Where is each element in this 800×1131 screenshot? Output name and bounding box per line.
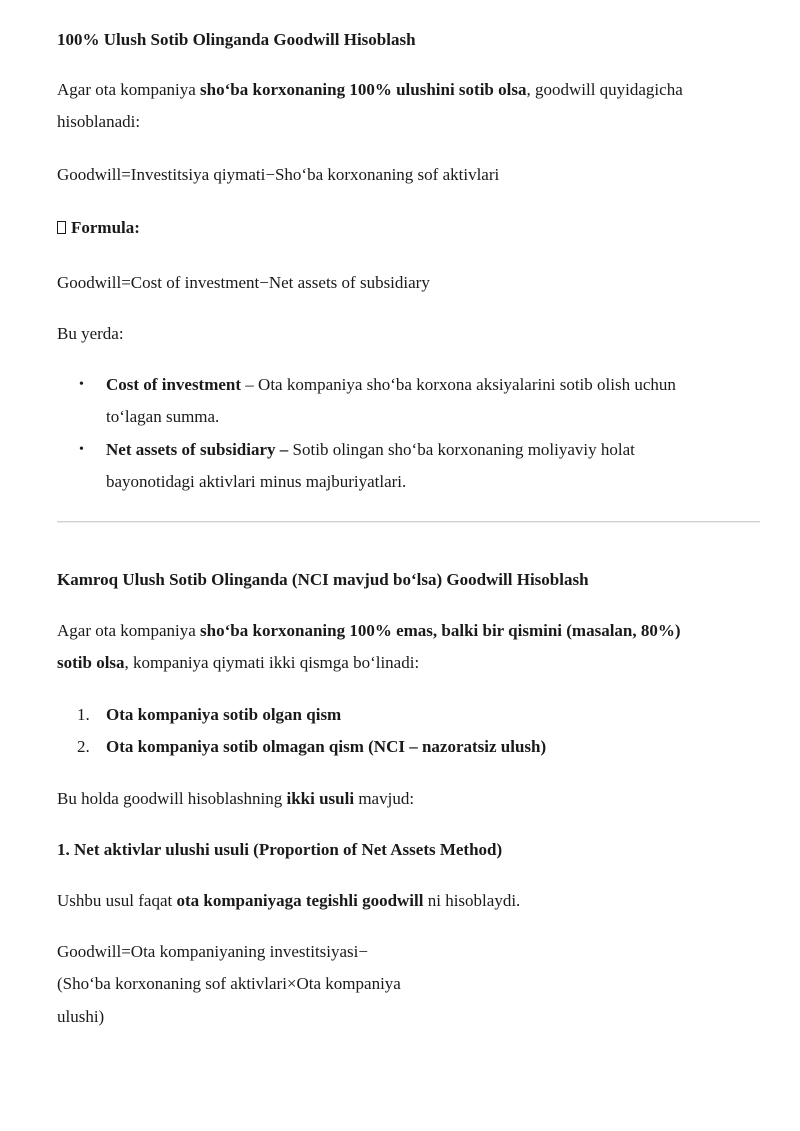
method-1-description (57, 885, 760, 917)
list-item (57, 434, 760, 498)
list-number: 1. (77, 705, 90, 724)
intro-bold-text: sho‘ba korxonaning 100% emas, balki bir qismini (masalan, 80%) (200, 621, 681, 640)
term-cost-of-investment: Cost of investment (106, 375, 242, 394)
section-1-title: 100% Ulush Sotib Olinganda Goodwill Hisoblash (57, 30, 416, 49)
method-1-equation-line-2: (Sho‘ba korxonaning sof aktivlari×Ota kompaniya (57, 974, 401, 993)
method-1-desc-tail: ni hisoblaydi. (423, 891, 521, 910)
section-2-intro-line-2 (57, 647, 760, 679)
equation-uz: Goodwill=Investitsiya qiymati−Sho‘ba korxonaning sof aktivlari (57, 165, 500, 184)
method-1-equation-line-1: Goodwill=Ota kompaniyaning investitsiyasi− (57, 942, 368, 961)
section-2-title: Kamroq Ulush Sotib Olinganda (NCI mavjud bo‘lsa) Goodwill Hisoblash (57, 570, 589, 589)
term-description: Sotib olingan sho‘ba korxonaning moliyaviy holat (288, 440, 635, 459)
missing-glyph-icon (57, 221, 66, 234)
intro-bold-text: sho‘ba korxonaning 100% ulushini sotib olsa (200, 80, 527, 99)
method-1-desc-text: Ushbu usul faqat (57, 891, 177, 910)
methods-intro-text: Bu holda goodwill hisoblashning (57, 789, 287, 808)
section-1-intro-line-2: hisoblanadi: (57, 112, 141, 131)
formula-heading-text: Formula: (71, 218, 140, 237)
list-number: 2. (77, 737, 90, 756)
intro-bold-text-cont: sotib olsa (57, 653, 125, 672)
intro-text-tail: , kompaniya qiymati ikki qismga bo‘linadi: (124, 653, 420, 672)
method-1-equation-line-3: ulushi) (57, 1007, 105, 1026)
bullet-icon: • (79, 377, 84, 392)
method-1-desc-bold: ota kompaniyaga tegishli goodwill (176, 891, 424, 910)
method-1-heading: 1. Net aktivlar ulushi usuli (Proportion of Net Assets Method) (57, 840, 503, 859)
equation-en: Goodwill=Cost of investment−Net assets of subsidiary (57, 273, 430, 292)
list-item (57, 699, 760, 731)
horizontal-divider (57, 521, 760, 523)
section-2-intro-line-1 (57, 615, 760, 647)
bullet-icon: • (79, 442, 84, 457)
term-net-assets: Net assets of subsidiary – (106, 440, 289, 459)
term-description: – Ota kompaniya sho‘ba korxona aksiyalarini sotib olish uchun (241, 375, 676, 394)
formula-heading (57, 212, 760, 244)
methods-intro-bold: ikki usuli (286, 789, 355, 808)
methods-intro (57, 783, 760, 815)
where-label: Bu yerda: (57, 324, 124, 343)
intro-text-tail: , goodwill quyidagicha (526, 80, 683, 99)
methods-intro-tail: mavjud: (354, 789, 415, 808)
intro-text: Agar ota kompaniya (57, 80, 201, 99)
list-item-text: Ota kompaniya sotib olgan qism (106, 705, 342, 724)
list-item (57, 369, 760, 433)
list-item (57, 731, 760, 763)
intro-text: Agar ota kompaniya (57, 621, 201, 640)
term-description-cont: to‘lagan summa. (106, 407, 220, 426)
list-item-text: Ota kompaniya sotib olmagan qism (NCI – nazoratsiz ulush) (106, 737, 547, 756)
term-description-cont: bayonotidagi aktivlari minus majburiyatlari. (106, 472, 407, 491)
section-1-intro-line-1 (57, 74, 760, 106)
